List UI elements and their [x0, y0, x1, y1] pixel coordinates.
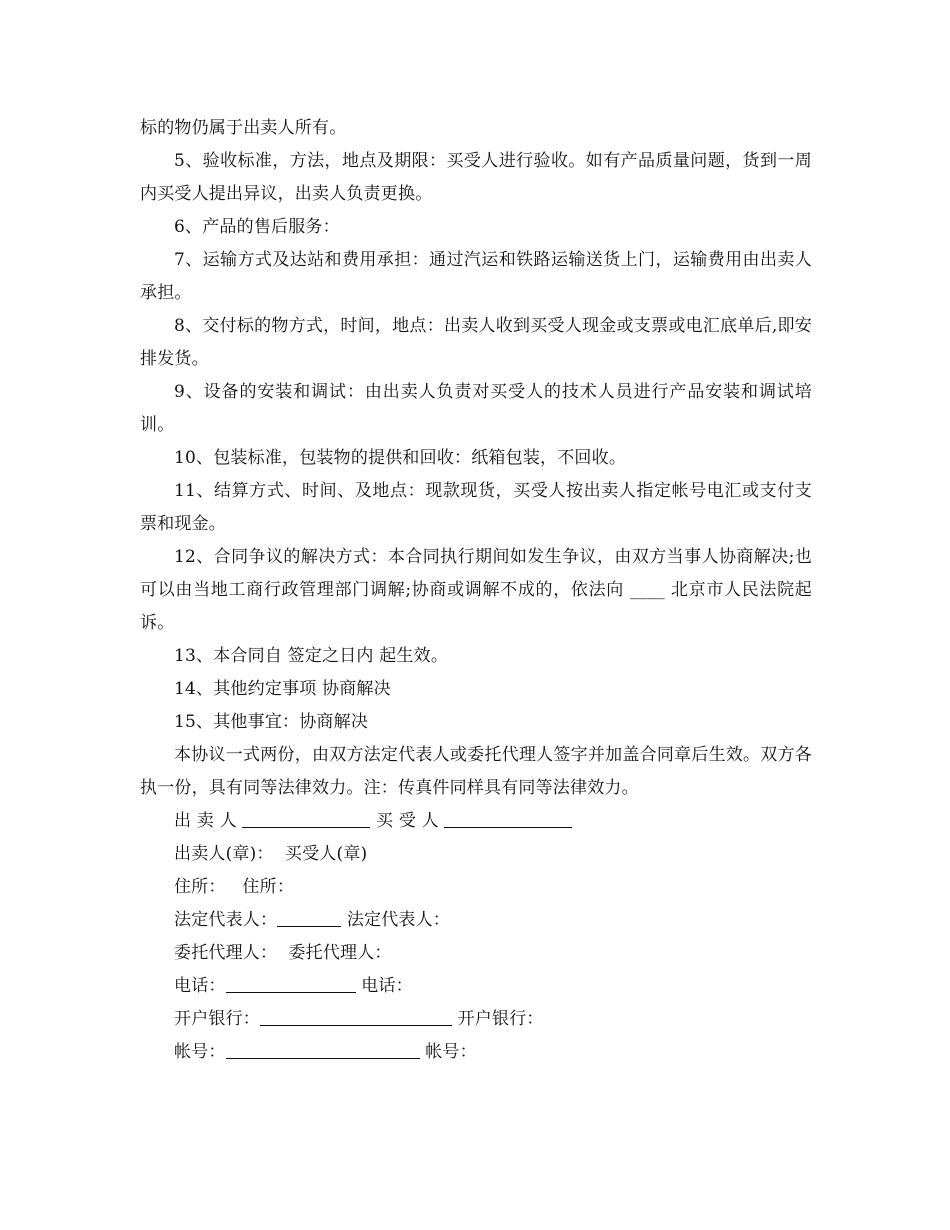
clause-8-delivery: 8、交付标的物方式，时间，地点：出卖人收到买受人现金或支票或电汇底单后,即安排发货。 — [140, 316, 812, 369]
clause-14-other-terms: 14、其他约定事项 协商解决 — [174, 679, 391, 699]
clause-11-settlement: 11、结算方式、时间、及地点：现款现货，买受人按出卖人指定帐号电汇或支付支票和现金。 — [140, 481, 812, 534]
clause-5-acceptance: 5、验收标准，方法，地点及期限：买受人进行验收。如有产品质量问题，货到一周内买受人提出异议，出卖人负责更换。 — [140, 151, 812, 204]
seller-account-label: 帐号： — [174, 1042, 226, 1062]
seller-phone-field[interactable] — [226, 974, 356, 993]
buyer-name-field[interactable] — [444, 809, 572, 828]
seller-account-field[interactable] — [226, 1040, 420, 1059]
seller-phone-label: 电话： — [174, 976, 226, 996]
legal-rep-row — [174, 904, 812, 937]
seller-address-label: 住所： — [174, 877, 226, 897]
buyer-label: 买 受 人 — [376, 811, 439, 831]
bank-row — [174, 1003, 812, 1036]
agent-row — [174, 937, 812, 970]
buyer-agent-label: 委托代理人： — [288, 943, 392, 963]
seal-row — [174, 838, 812, 871]
buyer-bank-label: 开户银行： — [457, 1009, 544, 1029]
seller-rep-label: 法定代表人： — [174, 910, 278, 930]
seller-seal-label: 出卖人(章)： — [174, 844, 274, 864]
seller-bank-field[interactable] — [260, 1007, 452, 1026]
buyer-account-label: 帐号： — [425, 1042, 477, 1062]
seller-rep-field[interactable] — [277, 908, 341, 927]
clause-copies: 本协议一式两份，由双方法定代表人或委托代理人签字并加盖合同章后生效。双方各执一份，具有同等法律效力。注：传真件同样具有同等法律效力。 — [140, 745, 812, 798]
seller-label: 出 卖 人 — [174, 811, 237, 831]
clause-12-disputes: 12、合同争议的解决方式：本合同执行期间如发生争议，由双方当事人协商解决;也可以由当地工商行政管理部门调解;协商或调解不成的，依法向 ____ 北京市人民法院起诉。 — [140, 547, 812, 633]
seller-name-field[interactable] — [242, 809, 370, 828]
phone-row — [174, 970, 812, 1003]
buyer-address-label: 住所： — [242, 877, 295, 897]
buyer-phone-label: 电话： — [361, 976, 413, 996]
clause-9-installation: 9、设备的安装和调试：由出卖人负责对买受人的技术人员进行产品安装和调试培训。 — [140, 382, 812, 435]
clause-6-after-sales: 6、产品的售后服务： — [174, 217, 340, 237]
buyer-seal-label: 买受人(章) — [284, 844, 368, 864]
account-row — [174, 1036, 812, 1069]
clause-7-transport: 7、运输方式及达站和费用承担：通过汽运和铁路运输送货上门，运输费用由出卖人承担。 — [140, 250, 812, 303]
seller-bank-label: 开户银行： — [174, 1009, 260, 1029]
clause-10-packaging: 10、包装标准，包装物的提供和回收：纸箱包装，不回收。 — [174, 448, 627, 468]
clause-13-effective: 13、本合同自 签定之日内 起生效。 — [174, 646, 449, 666]
address-row — [174, 871, 812, 904]
signature-parties-row — [174, 805, 812, 838]
seller-agent-label: 委托代理人： — [174, 943, 278, 963]
clause-continuation: 标的物仍属于出卖人所有。 — [140, 118, 347, 138]
buyer-rep-label: 法定代表人： — [346, 910, 451, 930]
contract-page — [140, 112, 812, 1069]
clause-15-other-matters: 15、其他事宜：协商解决 — [174, 712, 369, 732]
